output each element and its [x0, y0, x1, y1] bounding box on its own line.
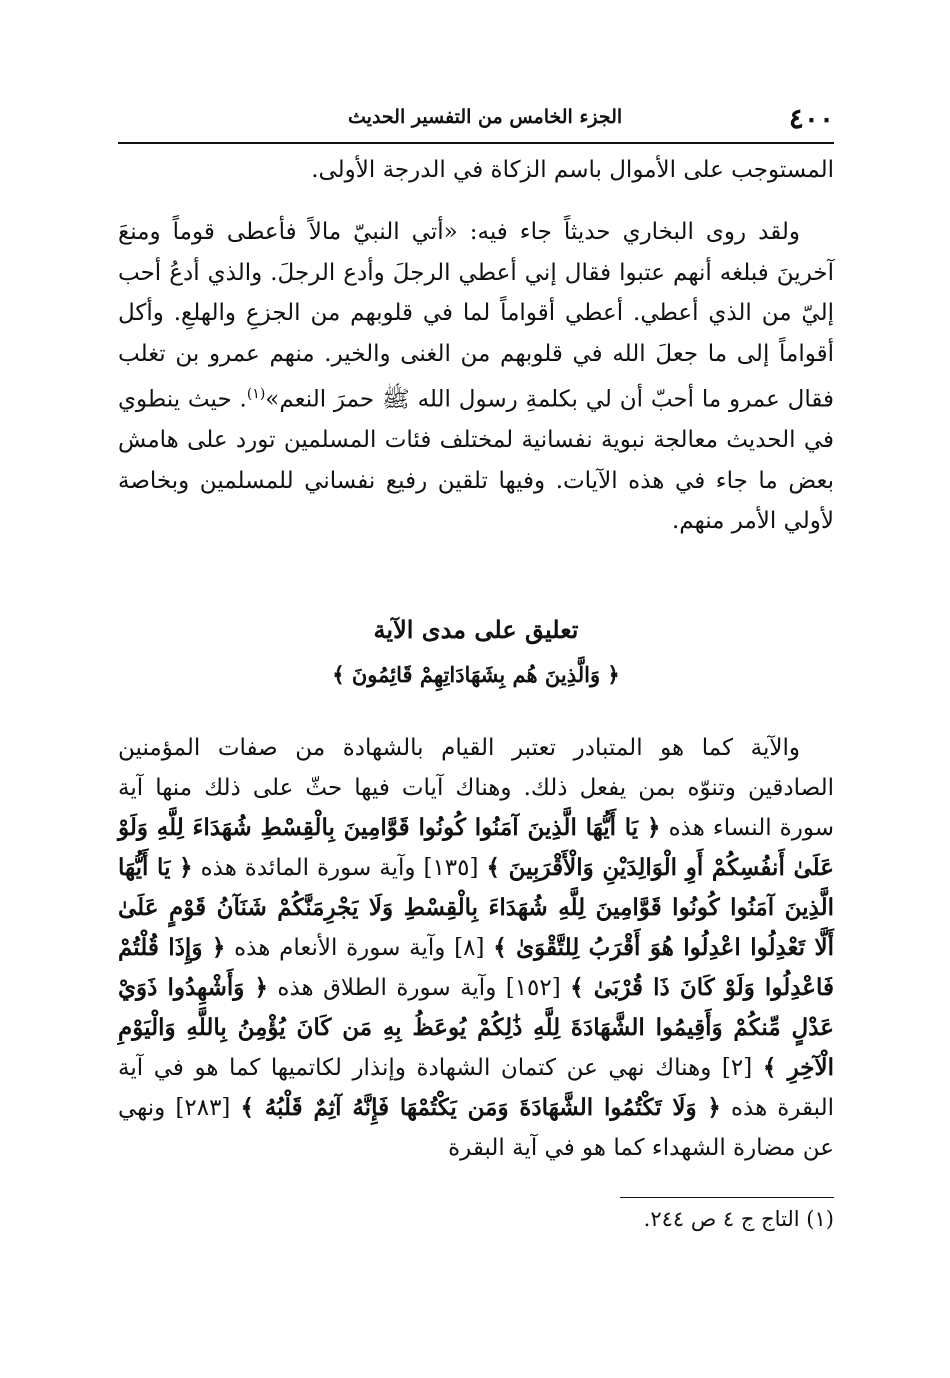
- paragraph-3-intro: والآية كما هو المتبادر تعتبر القيام بالشهادة من صفات المؤمنين الصادقين وتنوّه بمن يفعل ذلك. وهناك آيات فيها حثّ على ذلك منها آية سورة النساء هذه: [118, 735, 834, 841]
- paragraph-2-text: ولقد روى البخاري حديثاً جاء فيه: «أتي النبيّ مالاً فأعطى قوماً ومنعَ آخرينَ فبلغه أنهم عتبوا فقال إني أعطي الرجلَ وأدع الرجلَ. والذي أدعُ أحب إليّ من الذي أعطي. أعطي أقواماً لما في قلوبهم من الجزعِ والهلعِ. وأكل أقواماً إلى ما جعلَ الله في قلوبهم من الغنى والخير. منهم عمرو بن تغلب فقال عمرو ما أحبّ أن لي بكلمةِ رسول الله ﷺ حمرَ النعم»: [118, 219, 834, 413]
- paragraph-2-continuation: . حيث ينطوي في الحديث معالجة نبوية نفسانية لمختلف فئات المسلمين تورد على هامش بعض ما جاء في هذه الآيات. وفيها تلقين رفيع نفساني للمسلمين وبخاصة لأولي الأمر منهم.: [118, 386, 834, 535]
- page-header: [118, 100, 834, 144]
- verse-reference: [١٣٥] وآية سورة المائدة هذه: [200, 855, 479, 881]
- page-number: ٤٠٠: [788, 102, 834, 135]
- paragraph-2: [118, 212, 834, 542]
- section-verse: ﴿ وَالَّذِينَ هُم بِشَهَادَاتِهِمْ قَائِمُونَ ﴾: [332, 662, 620, 687]
- verse-reference: [٨] وآية سورة الأنعام هذه: [234, 935, 485, 961]
- quran-verse-nisa: ﴿ يَا أَيُّهَا الَّذِينَ آمَنُوا كُونُوا قَوَّامِينَ بِالْقِسْطِ شُهَدَاءَ لِلَّهِ وَلَوْ عَلَىٰ أَنفُسِكُمْ أَوِ الْوَالِدَيْنِ وَالْأَقْرَبِينَ ﴾: [118, 814, 834, 881]
- quran-verse-talaq: ﴿ وَأَشْهِدُوا ذَوَيْ عَدْلٍ مِّنكُمْ وَأَقِيمُوا الشَّهَادَةَ لِلَّهِ ذَٰلِكُمْ يُوعَظُ بِهِ مَن كَانَ يُؤْمِنُ بِاللَّهِ وَالْيَوْمِ الْآخِرِ ﴾: [118, 974, 834, 1081]
- footnote-reference: (١): [246, 386, 266, 402]
- paragraph-3: [118, 728, 834, 1168]
- verse-reference: [٢] وهناك نهي عن كتمان الشهادة وإنذار لكاتميها كما هو في آية البقرة هذه: [118, 1055, 835, 1121]
- verse-reference: [٢٨٣] ونهي عن مضارة الشهداء كما هو في آية البقرة: [118, 1095, 834, 1161]
- quran-verse-maidah: ﴿ يَا أَيُّهَا الَّذِينَ آمَنُوا كُونُوا قَوَّامِينَ لِلَّهِ شُهَدَاءَ بِالْقِسْطِ وَلَا يَجْرِمَنَّكُمْ شَنَآنُ قَوْمٍ عَلَىٰ أَلَّا تَعْدِلُوا اعْدِلُوا هُوَ أَقْرَبُ لِلتَّقْوَىٰ ﴾: [118, 854, 835, 961]
- section-title: تعليق على مدى الآية: [373, 615, 579, 644]
- running-title: الجزء الخامس من التفسير الحديث: [348, 106, 623, 128]
- footnote: (١) التاج ج ٤ ص ٢٤٤.: [643, 1207, 834, 1231]
- verse-reference: [١٥٢] وآية سورة الطلاق هذه: [277, 975, 561, 1001]
- quran-verse-baqarah: ﴿ وَلَا تَكْتُمُوا الشَّهَادَةَ وَمَن يَكْتُمْهَا فَإِنَّهُ آثِمٌ قَلْبُهُ ﴾: [240, 1094, 721, 1121]
- footnote-divider: [620, 1197, 834, 1198]
- paragraph-1: المستوجب على الأموال باسم الزكاة في الدرجة الأولى.: [311, 157, 834, 183]
- quran-verse-anam: ﴿ وَإِذَا قُلْتُمْ فَاعْدِلُوا وَلَوْ كَانَ ذَا قُرْبَىٰ ﴾: [118, 934, 835, 1001]
